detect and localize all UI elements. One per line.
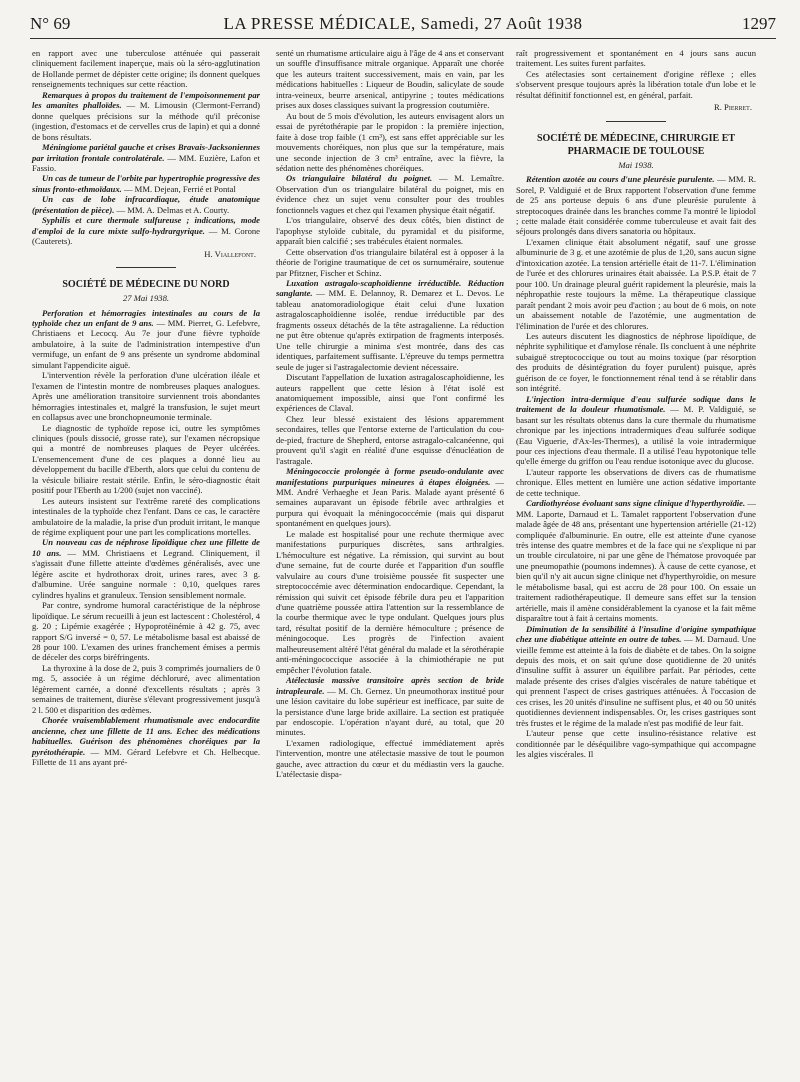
communication xyxy=(32,308,260,371)
paragraph: Discutant l'appellation de luxation astragaloscaphoïdienne, les auteurs rappellent que cette lésion à l'état isolé est anatomiquement impossible, ainsi que l'ont confirmé les expériences de Claval. xyxy=(276,372,504,414)
paragraph: L'examen clinique était absolument négatif, sauf une grosse albuminurie de 3 g. et une azotémie de plus de 1,20, sans aucun signe d'intoxication azotée. La tension artérielle était de 11-7. L'élimination de l'urée et des chlorures urinaires était abaissée. La P.S.P. était de 7 pour 100. Un drainage pleural guérit rapidement la pleurésie, mais la néphropathie reste toujours la même. La thérapeutique classique paraît pendant 2 mois avoir peu d'action ; au bout de 6 mois, on note un abaissement notable de l'azotémie, une augmentation de l'élimination de l'urée et des chlorures. xyxy=(516,236,756,331)
paragraph: Les auteurs discutent les diagnostics de néphrose lipoïdique, de néphrite syphilitique et d'amylose rénale. Ils concluent à une néphrite subaiguë streptococcique ou tout au moins toxique (par résorption des produits de désintégration du foyer purulent) puisque, après guérison de ce foyer, le fonctionnement rénal tend à se rétablir dans son intégrité. xyxy=(516,330,756,394)
paragraph: L'examen radiologique, effectué immédiatement après l'intervention, montre une atélectasie massive de tout le poumon gauche, avec attraction du cœur et du médiastin vers la gauche. L'atélectasie dispa- xyxy=(276,737,504,780)
communication-body: — M. Lemaître. Observation d'un os triangulaire bilatéral du poignet, mis en évidence chez un sujet venu consulter pour des troubles fonctionnels vagues et chez qui l'examen physique était négatif. xyxy=(276,173,504,215)
communication-title: Un nouveau cas de néphrose lipoïdique chez une fillette de 10 ans. xyxy=(32,537,260,558)
communication-title: Luxation astragalo-scaphoïdienne irréductible. Réduction sanglante. xyxy=(276,277,504,299)
communication-title: Diminution de la sensibilité à l'insuline d'origine sympathique chez une diabétique atteinte en outre de tabes. xyxy=(516,623,756,645)
column-3 xyxy=(516,48,756,760)
signature: H. Viallefont. xyxy=(204,248,256,259)
paragraph: L'intervention révèle la perforation d'une ulcération iléale et l'examen de l'intestin montre de nombreuses plaques analogues. Après une amélioration transitoire surviennent trois abondantes hémorragies intestinales et, malgré la transfusion, le sujet meurt en collapsus avec une bronchopneumonie terminale. xyxy=(32,370,260,423)
communication-title: Chorée vraisemblablement rhumatismale avec endocardite ancienne, chez une fillette de 11 ans. Echec des médications habituelles. Guérison des phénomènes choréiques par la pyrétothérapie. xyxy=(32,715,260,757)
communication xyxy=(32,173,260,194)
paragraph: Le malade est hospitalisé pour une rechute thermique avec manifestations purpuriques discrètes, sans arthralgies. L'hémoculture est négative. La rémission, qui survint au bout d'une semaine, fut de courte durée et l'apparition d'un souffle valvulaire au cours d'une troisième poussée fit suspecter une streptococcémie avec détermination endocardique. Cependant, la rémission qui suivit cet épisode fébrile dura peu et l'apparition d'une quatrième poussée attira l'attention sur la ressemblance de la courbe thermique avec le type ondulant. Quelques jours plus tard, résultat positif de la dernière hémoculture ; présence de méningocoque. Les progrès de l'infection avaient malheureusement altéré l'état général du malade et la sérothérapie anti-méningococcique associée à la chimiothérapie ne put empêcher l'évolution fatale. xyxy=(276,528,504,675)
communication-body: — MM. E. Delannoy, R. Demarez et L. Devos. Le tableau anatomoradiologique était celui d'une luxation astragaloscaphoïdienne isolée, rendue irréductible par des fragments osseux détachés de la tête astragalienne. La réduction ne put être obtenue qu'après extirpation de fragments interposés. Une telle chirurgie a minima s'est montrée, dans des cas identiques, parfaitement suffisante. L'épreuve du temps permettra seule de juger si l'astragalectomie devient nécessaire. xyxy=(276,288,505,372)
communication-body: — M. Darnaud. Une vieille femme est atteinte à la fois de diabète et de tabes. On la soigne depuis des mois, et on sait qu'une dose quotidienne de 20 unités d'insuline suffit à assurer un équilibre parfait. Par périodes, cette malade présente des crises d'algies viscérales de nature tabétique et qui prennent l'aspect de crises gastriques atténuées. À l'occasion de ces crises, les 20 unités d'insuline ne suffisent plus, et 40 ou 50 unités quotidiennes deviennent indispensables. Or, les crises gastriques sont très frustes et le régime de la malade n'est pas modifié de leur fait. xyxy=(516,634,756,728)
section-heading: SOCIÉTÉ DE MÉDECINE DU NORD xyxy=(62,279,230,291)
divider xyxy=(116,267,176,268)
communication xyxy=(276,278,504,372)
communication xyxy=(516,624,756,729)
communication xyxy=(516,498,756,623)
section-date: Mai 1938. xyxy=(618,159,654,170)
communication-body: — MM. Dejean, Ferrié et Pontal xyxy=(123,183,236,194)
communication-body: — M. Corone (Cauterets). xyxy=(32,225,260,247)
paragraph: L'auteur rapporte les observations de divers cas de rhumatisme chronique. Elles mettent en lumière une action sédative importante de cette technique. xyxy=(516,466,756,498)
communication-title: Un cas de tumeur de l'orbite par hypertrophie progressive des sinus fronto-ethmoïdaux. xyxy=(32,173,260,194)
communication-body: — M. P. Valdiguié, se basant sur les résultats obtenus dans la cure thermale du rhumatisme chronique par les injections intradermiques d'eau sulfurée sodique (Eau Viguerie, d'Ax-les-Thermes), a utilisé la voie intradermique pour ces injections d'eau thermale. Il a utilisé l'eau hypotonique telle qu'elle émerge du griffon ou l'eau rendue isotonique avec du glucose. xyxy=(516,404,756,467)
communication xyxy=(516,394,756,467)
communication-title: Perforation et hémorragies intestinales au cours de la typhoïde chez un enfant de 9 ans. xyxy=(32,307,260,328)
communication-body: — MM. Laporte, Darnaud et L. Tamalet rapportent l'observation d'une malade âgée de 48 ans, présentant une hypertension artérielle (21-12) compliquée d'albuminurie. En outre, elle est atteinte d'une cyanose très intense des quatre membres et de la face qui ne s'explique ni par un trouble circulatoire, ni par une gêne de l'hématose provoquée par une pneumopathie (poumons indemnes). À cause de cette cyanose, et bien qu'il n'y ait aucun signe clinique net d'hyperthyroïdie, on mesure le métabolisme basal, qui est accru de 28 pour 100. On essaie un traitement radiothérapeutique. Il demeure sans effet sur la tension artérielle, mais il amène considérablement la cyanose et la fait même disparaître tout à fait à certains moments. xyxy=(516,498,756,624)
communication-body: — MM. Gérard Lefebvre et Ch. Helbecque. Fillette de 11 ans ayant pré- xyxy=(32,746,260,767)
paragraph: L'os triangulaire, observé des deux côtés, bien distinct de l'apophyse styloïde cubitale, du pyramidal et du pisiforme, apparaît bien calcifié ; ses trabécules étaient normales. xyxy=(276,215,504,247)
paragraph: Les auteurs insistent sur l'extrême rareté des complications intestinales de la typhoïde chez l'enfant. Dans ce cas, le caractère ambulatoire de la maladie, la prise d'un produit irritant, le manque de régime expliquent pour une part les complications mortelles. xyxy=(32,495,260,538)
communication-body: — MM. Pierret, G. Lefebvre, Christiaens et Lecocq. Au 7e jour d'une fièvre typhoïde ambulatoire, à la suite de l'administration intempestive d'un vermifuge, un enfant de 9 ans présente un syndrome abdominal simulant l'appendicite aiguë. xyxy=(32,317,260,370)
column-1 xyxy=(32,48,260,767)
communication xyxy=(32,194,260,215)
communication xyxy=(32,215,260,246)
divider xyxy=(606,121,666,122)
paragraph: Ces atélectasies sont certainement d'origine réflexe ; elles s'observent presque toujours après la libération totale d'un lobe et le résultat définitif fonctionnel est, en général, parfait. xyxy=(516,68,756,100)
paragraph: Par contre, syndrome humoral caractéristique de la néphrose lipoïdique. Le sérum recueilli à jeun est lactescent : Cholestérol, 4 g. 20 ; Lipémie exagérée ; Hypoprotéinémie à 42 g. 75, avec rapport S/G inversé = 0, 57. Le métabolisme basal est abaissé de 28 pour 100. L'examen des urines franchement émises a permis de déceler des corps biréfringents. xyxy=(32,600,260,663)
section-heading: SOCIÉTÉ DE MÉDECINE, CHIRURGIE ET PHARMACIE DE TOULOUSE xyxy=(536,132,736,157)
communication-title: Syphilis et cure thermale sulfureuse ; indications, mode d'emploi de la cure mixte sulfo-hydrargyrique. xyxy=(32,215,260,236)
communication xyxy=(276,173,504,215)
communication-body: — MM. Christiaens et Legrand. Cliniquement, il s'agissait d'une fillette atteinte d'œdèmes généralisés, avec une légère ascite et hydrothorax droit, urines rares, avec 3 g. d'albumine. Urée sanguine normale : 0,10, quelques rares cylindres hyalins et granuleux. Tension sensiblement normale. xyxy=(32,547,260,600)
communication-title: L'injection intra-dermique d'eau sulfurée sodique dans le traitement de la douleur rhumatismale. xyxy=(516,393,756,415)
paragraph: en rapport avec une tuberculose atténuée qui passerait cliniquement facilement inaperçue, mais où la séro-agglutination de Hollande permet de dépister cette origine; ils donnent quelques renseignements techniques sur cette réaction. xyxy=(32,48,260,90)
page-header xyxy=(30,10,776,39)
page-number: 1297 xyxy=(742,14,776,33)
communication-title: Os triangulaire bilatéral du poignet. xyxy=(286,173,433,184)
communication-body: — MM. A. Delmas et A. Courty. xyxy=(116,204,230,215)
communication-title: Remarques à propos du traitement de l'empoisonnement par les amanites phalloïdes. xyxy=(32,89,260,111)
communication-body: — M. Limousin (Clermont-Ferrand) donne quelques précisions sur la méthode qu'il préconise (ingestion, d'estomacs et de cervelles crus de lapin) et qui a donné de bons résultats. xyxy=(32,100,261,142)
communication xyxy=(276,675,504,738)
signature: R. Pierret. xyxy=(714,102,752,113)
paragraph: raît progressivement et spontanément en 4 jours sans aucun traitement. Les suites furent parfaites. xyxy=(516,48,756,69)
paragraph: L'auteur pense que cette insulino-résistance relative est conditionnée par le déséquilibre vago-sympathique qui accompagne les algies viscérales. Il xyxy=(516,728,756,760)
communication xyxy=(276,466,504,529)
communication-title: Rétention azotée au cours d'une pleurésie purulente. xyxy=(526,174,715,185)
communication xyxy=(32,90,260,142)
communication-title: Cardiothyréose évoluant sans signe clinique d'hyperthyroïdie. xyxy=(526,498,746,509)
paragraph: Au bout de 5 mois d'évolution, les auteurs envisagent alors un essai de pyrétothérapie par le propidon : la première injection, faite à dose trop faible (1 cm³), est sans effet appréciable sur les mouvements choréiques, non plus que sur la température, mais une seconde injection de 3 cm³ entraîne, avec la fièvre, la sédation nette des phénomènes choréiques. xyxy=(276,110,504,173)
communication-body: — M. Ch. Gernez. Un pneumothorax institué pour une lésion cavitaire du lobe supérieur est inefficace, par suite de la persistance d'une large bride axillaire. La section est pratiquée par endoscopie. L'opération n'ayant duré, au total, que 20 minutes. xyxy=(276,685,504,738)
issue-number: N° 69 xyxy=(30,14,71,33)
communication xyxy=(516,174,756,237)
communication-title: Méningiome pariétal gauche et crises Bravais-Jacksoniennes par irritation frontale controlatérale. xyxy=(32,142,260,163)
communication-title: Atélectasie massive transitoire après section de bride intrapleurale. xyxy=(276,675,504,696)
communication-body: — MM. Euzière, Lafon et Fassio. xyxy=(32,152,260,173)
paragraph: Chez leur blessé existaient des lésions apparemment secondaires, telles que l'entorse externe de l'articulation du cou-de-pied, fracture de Shepherd, entorse astragalo-calcanéenne, qui prouvent qu'il s'agit en réalité d'une esquisse d'énucléation de l'astragale. xyxy=(276,413,504,466)
communication-title: Méningococcie prolongée à forme pseudo-ondulante avec manifestations purpuriques mineures à étapes éloignées. xyxy=(276,466,504,487)
communication-body: — MM. André Verhaeghe et Jean Paris. Malade ayant présenté 6 semaines auparavant un épisode fébrile avec arthralgies et purpura qui évoquait la méningococcémie (mais qui disparut spontanément en quelques jours). xyxy=(276,476,504,529)
communication-title: Un cas de lobe infracardiaque, étude anatomique (présentation de pièce). xyxy=(32,194,260,215)
communication-body: — MM. R. Sorel, P. Valdiguié et de Brux rapportent l'observation d'une femme de 25 ans porteuse depuis 6 ans d'une pleurésie purulente à streptocoques drainée dans les branches comme l'a montré le lipiodol ; cette malade était considérée comme tuberculeuse et avait fait des séjours prolongés dans divers sanatoria ou hôpitaux. xyxy=(516,174,757,237)
communication xyxy=(32,142,260,173)
journal-title: LA PRESSE MÉDICALE, Samedi, 27 Août 1938 xyxy=(223,14,583,33)
paragraph: Le diagnostic de typhoïde repose ici, outre les symptômes cliniques (pouls dissocié, grosse rate), sur l'examen nécropsique qui a montré de nombreuses plaques de Peyer ulcérées. L'ensemencement d'une de ces plaques a donné lieu au développement du bacille d'Eberth, alors que celui du contenu de la vésicule biliaire restait stérile. Enfin, le séro-diagnostic était positif pour l'Eberth au 1/200 (sujet non vacciné). xyxy=(32,422,260,496)
column-2 xyxy=(276,48,504,780)
paragraph: La thyroxine à la dose de 2, puis 3 comprimés journaliers de 0 mg. 5, associée à un régime déchloruré, avec alimentation légèrement carnée, a donné d'excellents résultats ; après 3 semaines de traitement, diurèse s'élevant progressivement jusqu'à 2 l. 500 et disparition des œdèmes. xyxy=(32,662,260,715)
paragraph: Cette observation d'os triangulaire bilatéral est à opposer à la théorie de l'origine traumatique de cet os surnuméraire, soutenue par Pfitzner, Fischer et Schinz. xyxy=(276,246,504,278)
paragraph: senté un rhumatisme articulaire aigu à l'âge de 4 ans et conservant un souffle d'insuffisance mitrale organique. Apparaît une chorée que les auteurs traitent successivement, mais en vain, par les médications habituelles : Liqueur de Boudin, salicylate de soude intra-veineux, beurre arsenical, antipyrine ; toutes médications prises aux doses classiques suivant la progression coutumière. xyxy=(276,48,504,111)
communication xyxy=(32,715,260,767)
communication xyxy=(32,537,260,600)
section-date: 27 Mai 1938. xyxy=(122,293,170,304)
